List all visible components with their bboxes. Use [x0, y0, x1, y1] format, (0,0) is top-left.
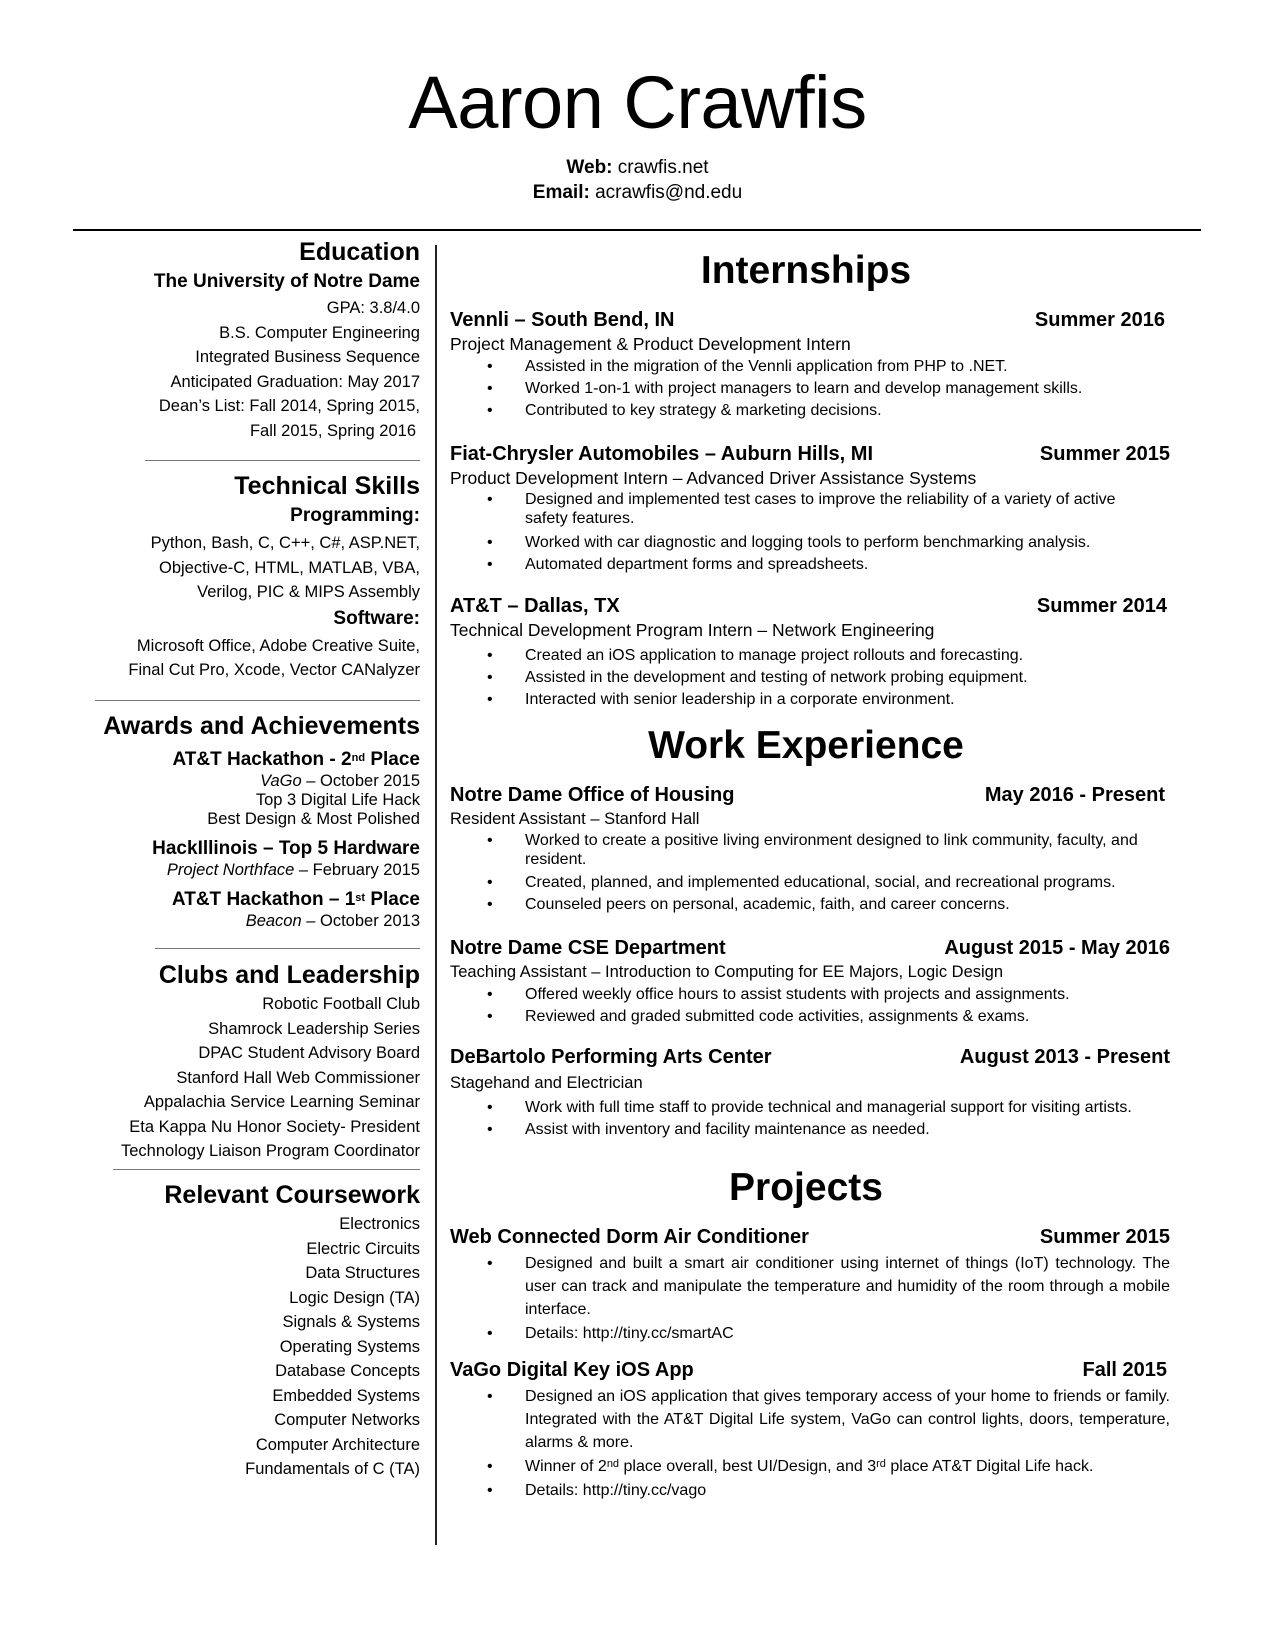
software-label: Software: [333, 607, 420, 629]
project-title: Web Connected Dorm Air Conditioner [450, 1226, 809, 1248]
award-title: AT&T Hackathon – 1st Place [171, 889, 420, 910]
job-role: Technical Development Program Intern – Network Engineering [450, 620, 935, 640]
skills-heading: Technical Skills [234, 472, 420, 500]
software-line: Final Cut Pro, Xcode, Vector CANalyzer [128, 661, 420, 679]
job-bullet: • Assist with inventory and facility maintenance as needed. [450, 1119, 1170, 1140]
project-bullet: • Winner of 2nd place overall, best UI/Design, and 3rd place AT&T Digital Life hack. [450, 1455, 1170, 1478]
project-entry [450, 1357, 1170, 1503]
award-project: Beacon – October 2013 [245, 912, 420, 930]
project-bullet: • Designed an iOS application that gives temporary access of your home to friends or family. Integrated with the AT&T Digital Life system, VaGo can control lights, doors, temperature, alarms & more. [450, 1385, 1170, 1454]
left-divider [95, 700, 420, 701]
projects-heading: Projects [729, 1166, 883, 1209]
programming-label: Programming: [290, 505, 420, 526]
job-date: August 2013 - Present [959, 1046, 1170, 1068]
award-project: VaGo – October 2015 [260, 772, 420, 790]
work-entry [450, 782, 1170, 916]
job-bullet: • Contributed to key strategy & marketing decisions. [450, 400, 1170, 421]
job-date: Summer 2015 [1039, 443, 1170, 465]
course-item: Computer Architecture [255, 1435, 420, 1454]
course-item: Electronics [339, 1215, 420, 1233]
job-role: Product Development Intern – Advanced Driver Assistance Systems [450, 468, 977, 488]
work-entry [450, 935, 1170, 1028]
job-bullet: • Worked to create a positive living environment designed to link community, faculty, and resident. [450, 831, 1145, 869]
job-bullet: • Created an iOS application to manage project rollouts and forecasting. [450, 645, 1170, 666]
education-line: GPA: 3.8/4.0 [326, 299, 420, 317]
clubs-heading: Clubs and Leadership [158, 961, 420, 989]
job-bullet: • Created, planned, and implemented educational, social, and recreational programs. [450, 872, 1145, 893]
job-bullet: • Assisted in the migration of the Vennli application from PHP to .NET. [450, 356, 1170, 377]
work-entry [450, 1044, 1170, 1141]
work-heading: Work Experience [648, 724, 964, 767]
awards-section [70, 711, 420, 931]
column-divider [435, 245, 437, 1545]
job-date: August 2015 - May 2016 [944, 937, 1170, 959]
job-title: DeBartolo Performing Arts Center [450, 1046, 772, 1068]
internship-entry [450, 441, 1170, 576]
course-item: Logic Design (TA) [289, 1288, 420, 1307]
education-line: Dean’s List: Fall 2014, Spring 2015, [158, 397, 420, 415]
job-bullet: • Interacted with senior leadership in a corporate environment. [450, 689, 1170, 710]
programming-line: Python, Bash, C, C++, C#, ASP.NET, [150, 534, 420, 552]
job-title: Notre Dame CSE Department [450, 937, 726, 959]
club-item: Shamrock Leadership Series [208, 1019, 420, 1038]
job-date: May 2016 - Present [984, 784, 1165, 806]
job-title: Vennli – South Bend, IN [450, 309, 675, 331]
coursework-heading: Relevant Coursework [164, 1181, 420, 1209]
course-item: Fundamentals of C (TA) [245, 1460, 420, 1478]
internships-heading: Internships [700, 249, 912, 292]
course-item: Database Concepts [275, 1362, 420, 1380]
project-date: Summer 2015 [1039, 1226, 1170, 1248]
internship-entry [450, 593, 1170, 711]
award-line: Top 3 Digital Life Hack [255, 791, 420, 809]
project-title: VaGo Digital Key iOS App [450, 1359, 694, 1381]
education-line: B.S. Computer Engineering [219, 323, 420, 342]
job-role: Resident Assistant – Stanford Hall [450, 810, 700, 828]
project-bullet: • Details: http://tiny.cc/vago [450, 1479, 1170, 1502]
header-divider [73, 229, 1201, 231]
job-bullet: • Counseled peers on personal, academic, faith, and career concerns. [450, 894, 1145, 915]
course-item: Signals & Systems [282, 1313, 420, 1331]
job-title: Fiat-Chrysler Automobiles – Auburn Hills, MI [450, 443, 874, 465]
left-divider [145, 460, 420, 461]
awards-heading: Awards and Achievements [103, 712, 420, 740]
email-contact [0, 181, 1275, 205]
award-title: HackIllinois – Top 5 Hardware [152, 838, 420, 859]
project-bullet: • Designed and built a smart air conditioner using internet of things (IoT) technology. The user can track and manipulate the temperature and humidity of the room through a mobile interface. [450, 1252, 1170, 1321]
club-item: Eta Kappa Nu Honor Society- President [129, 1117, 420, 1136]
programming-line: Objective-C, HTML, MATLAB, VBA, [158, 558, 420, 577]
email-value: acrawfis@nd.edu [595, 182, 743, 203]
job-bullet: • Designed and implemented test cases to improve the reliability of a variety of active safety features. [450, 490, 1145, 528]
education-heading: Education [299, 238, 420, 266]
web-contact [0, 156, 1275, 180]
job-bullet: • Assisted in the development and testing of network probing equipment. [450, 667, 1170, 688]
award-title: AT&T Hackathon - 2nd Place [172, 749, 420, 770]
web-value: crawfis.net [617, 157, 709, 178]
job-role: Project Management & Product Development Intern [450, 334, 851, 354]
job-bullet: • Work with full time staff to provide technical and managerial support for visiting artists. [450, 1097, 1170, 1118]
job-bullet: • Offered weekly office hours to assist students with projects and assignments. [450, 984, 1170, 1005]
course-item: Operating Systems [279, 1337, 420, 1356]
award-project: Project Northface – February 2015 [166, 861, 420, 879]
club-item: Appalachia Service Learning Seminar [143, 1093, 420, 1111]
left-divider [155, 948, 420, 949]
job-role: Stagehand and Electrician [450, 1074, 643, 1092]
course-item: Data Structures [305, 1264, 420, 1282]
education-line: Fall 2015, Spring 2016 [249, 421, 416, 440]
programming-line: Verilog, PIC & MIPS Assembly [197, 583, 420, 601]
email-label: Email: [532, 182, 590, 203]
education-line: Anticipated Graduation: May 2017 [170, 372, 420, 391]
project-bullet: • Details: http://tiny.cc/smartAC [450, 1322, 1170, 1345]
project-date: Fall 2015 [1082, 1359, 1167, 1381]
clubs-section [70, 960, 420, 1164]
internship-entry [450, 307, 1170, 422]
education-line: Integrated Business Sequence [195, 348, 420, 366]
coursework-section [70, 1180, 420, 1482]
course-item: Computer Networks [274, 1411, 420, 1429]
course-item: Embedded Systems [272, 1386, 420, 1405]
job-title: AT&T – Dallas, TX [450, 595, 620, 617]
job-bullet: • Automated department forms and spreadsheets. [450, 554, 1145, 575]
software-line: Microsoft Office, Adobe Creative Suite, [136, 636, 420, 655]
course-item: Electric Circuits [306, 1239, 420, 1258]
job-bullet: • Worked 1-on-1 with project managers to learn and develop management skills. [450, 378, 1170, 399]
job-date: Summer 2016 [1034, 309, 1165, 331]
skills-section [70, 471, 420, 683]
job-role: Teaching Assistant – Introduction to Computing for EE Majors, Logic Design [450, 963, 1004, 981]
club-item: DPAC Student Advisory Board [198, 1044, 420, 1062]
club-item: Stanford Hall Web Commissioner [176, 1068, 420, 1087]
club-item: Robotic Football Club [262, 995, 420, 1013]
job-date: Summer 2014 [1036, 595, 1167, 617]
job-title: Notre Dame Office of Housing [450, 784, 735, 806]
job-bullet: • Reviewed and graded submitted code activities, assignments & exams. [450, 1006, 1170, 1027]
education-section [70, 237, 420, 443]
project-entry [450, 1224, 1170, 1346]
school-name: The University of Notre Dame [153, 271, 420, 292]
award-line: Best Design & Most Polished [207, 810, 420, 828]
web-label: Web: [566, 157, 613, 178]
club-item: Technology Liaison Program Coordinator [121, 1142, 420, 1160]
resume-name: Aaron Crawfis [408, 61, 867, 144]
job-bullet: • Worked with car diagnostic and logging tools to perform benchmarking analysis. [450, 532, 1145, 553]
left-divider [113, 1169, 420, 1170]
